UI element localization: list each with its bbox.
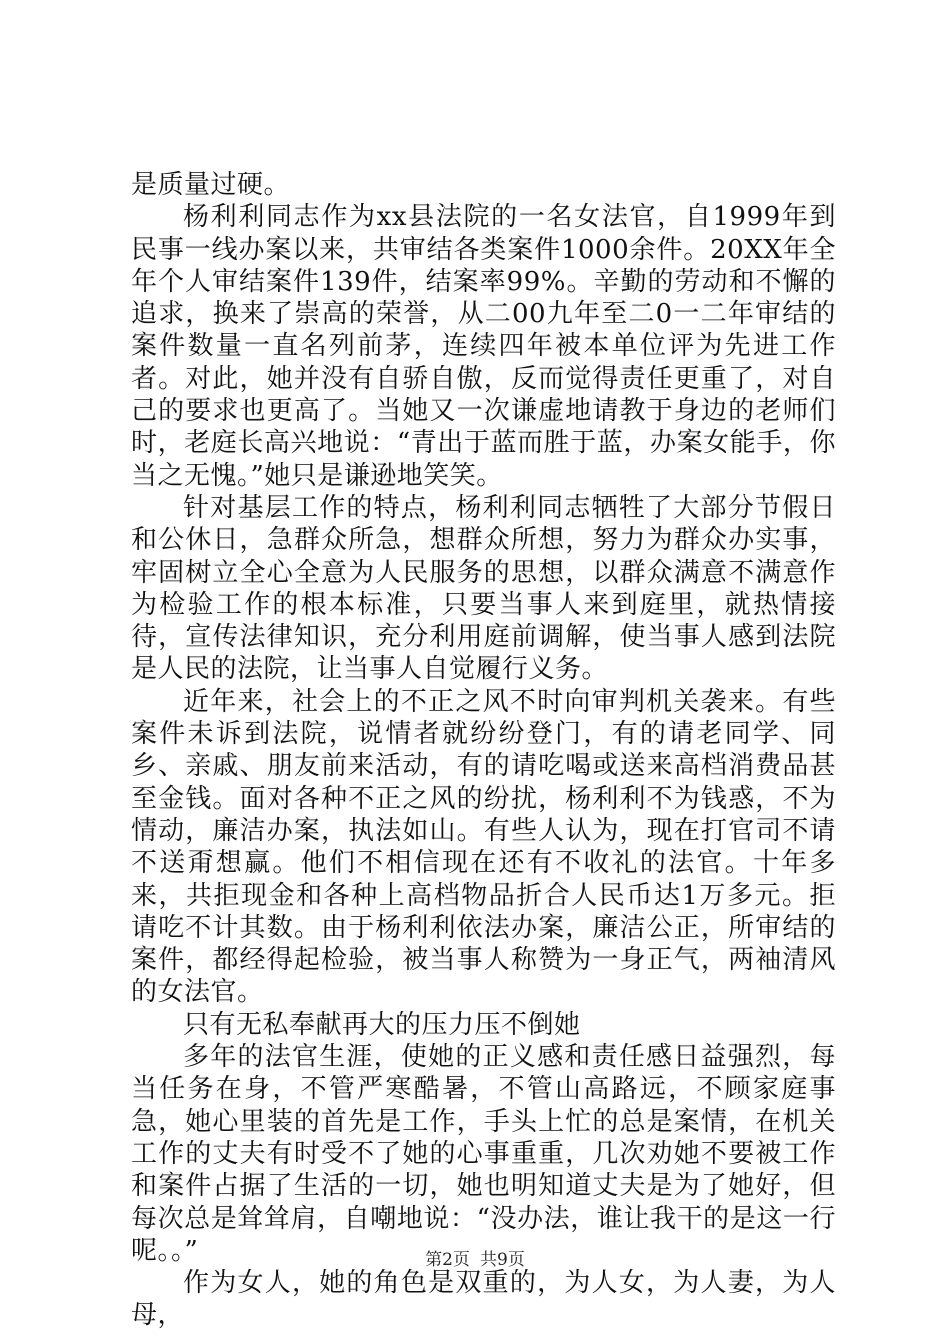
section-heading: 只有无私奉献再大的压力压不倒她: [183, 1009, 581, 1040]
paragraph: 针对基层工作的特点，杨利利同志牺牲了大部分节假日和公休日，急群众所急，想群众所想，努力为群众办实事，牢固树立全心全意为人民服务的思想，以群众满意不满意作为检验工作的根本标准，只要当事人来到庭里，就热情接待，宣传法律知识，充分利用庭前调解，使当事人感到法院是人民的法院，让当事人自觉履行义务。: [131, 492, 836, 685]
page-number: 第2页: [425, 1250, 470, 1270]
page-total: 共9页: [480, 1250, 525, 1270]
body-text: [131, 169, 836, 1332]
paragraph: 作为女人，她的角色是双重的，为人女，为人妻，为人母，: [131, 1268, 836, 1331]
page-footer: [0, 1245, 950, 1270]
paragraph: 多年的法官生涯，使她的正义感和责任感日益强烈，每当任务在身，不管严寒酷暑，不管山高路远，不顾家庭事急，她心里装的首先是工作，手头上忙的总是案情，在机关工作的丈夫有时受不了她的心事重重，几次劝她不要被工作和案件占据了生活的一切，她也明知道丈夫是为了她好，但每次总是耸耸肩，自嘲地说：“没办法，谁让我干的是这一行呢。。”: [131, 1042, 836, 1266]
paragraph: 杨利利同志作为xx县法院的一名女法官，自1999年到民事一线办案以来，共审结各类案件1000余件。20XX年全年个人审结案件139件，结案率99%。辛勤的劳动和不懈的追求，换来了崇高的荣誉，从二00九年至二0一二年审结的案件数量一直名列前茅，连续四年被本单位评为先进工作者。对此，她并没有自骄自傲，反而觉得责任更重了，对自己的要求也更高了。当她又一次谦虚地请教于身边的老师们时，老庭长高兴地说：“青出于蓝而胜于蓝，办案女能手，你当之无愧。”她只是谦逊地笑笑。: [131, 202, 836, 491]
paragraph-continuation: 是质量过硬。: [131, 170, 291, 200]
paragraph: 近年来，社会上的不正之风不时向审判机关袭来。有些案件未诉到法院，说情者就纷纷登门，有的请老同学、同乡、亲戚、朋友前来活动，有的请吃喝或送来高档消费品甚至金钱。面对各种不正之风的纷扰，杨利利不为钱惑，不为情动，廉洁办案，执法如山。有些人认为，现在打官司不请不送甭想赢。他们不相信现在还有不收礼的法官。十年多来，共拒现金和各种上高档物品折合人民币达1万多元。拒请吃不计其数。由于杨利利依法办案，廉洁公正，所审结的案件，都经得起检验，被当事人称赞为一身正气，两袖清风的女法官。: [131, 686, 836, 1008]
